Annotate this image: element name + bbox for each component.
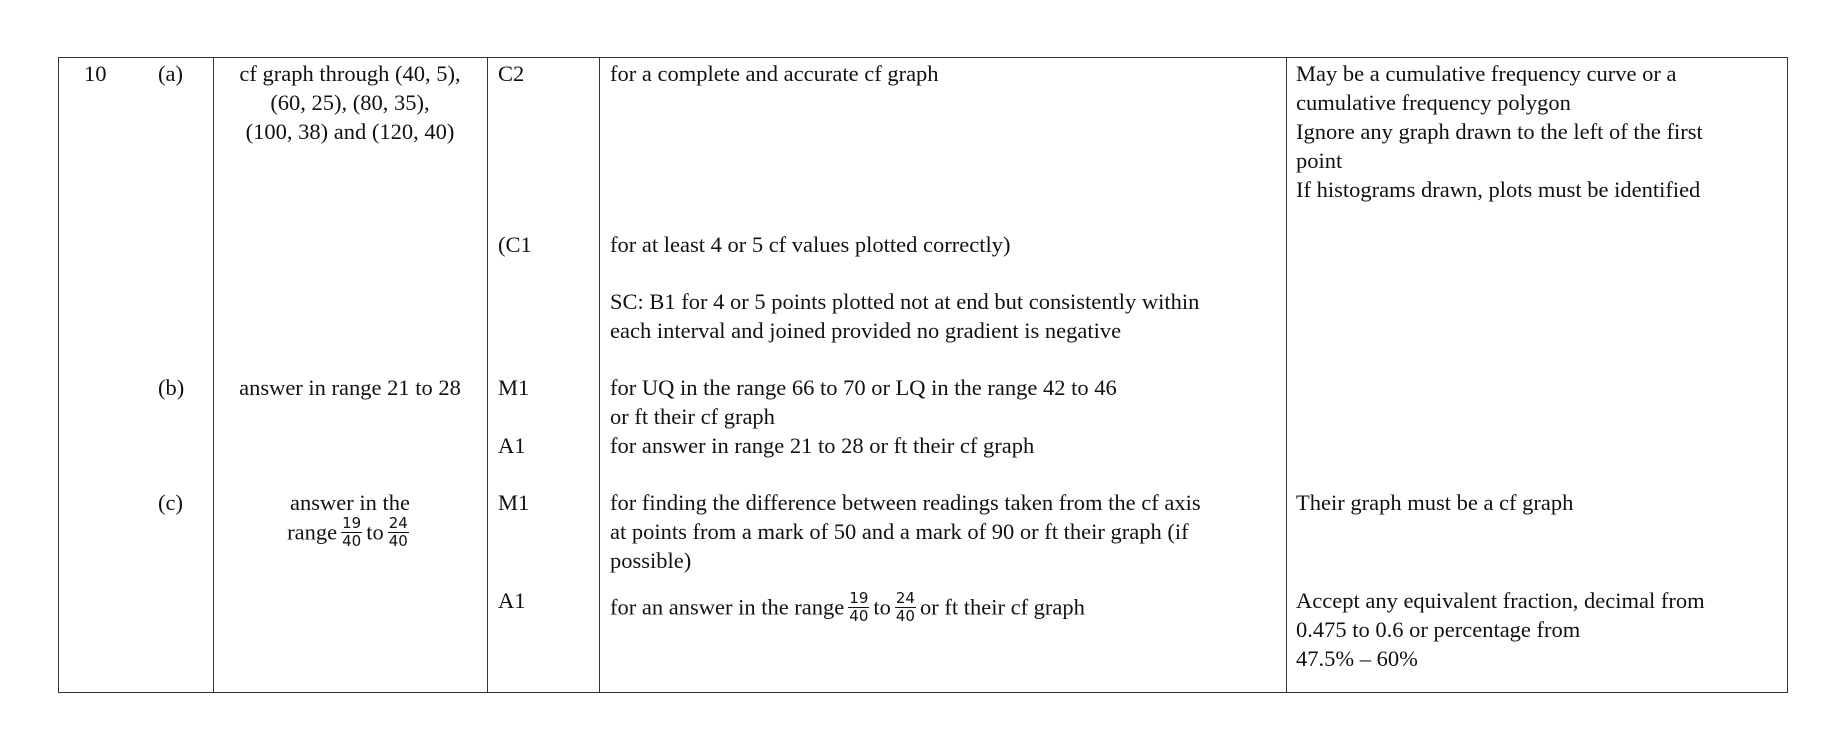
- part-c-a1-guidance: [610, 589, 1085, 627]
- part-c-m1-note: Their graph must be a cf graph: [1296, 490, 1574, 515]
- sc-line: SC: B1 for 4 or 5 points plotted not at end but consistently within: [610, 289, 1200, 314]
- part-a-special-case: [610, 287, 1199, 345]
- question-number: 10: [84, 61, 107, 86]
- part-a-answer-line: (60, 25), (80, 35),: [270, 90, 430, 115]
- guidance-line: for finding the difference between readings taken from the cf axis: [610, 490, 1201, 515]
- sc-line: each interval and joined provided no gradient is negative: [610, 318, 1122, 343]
- fraction-numerator: 24: [895, 589, 915, 607]
- part-a-notes: [1296, 59, 1703, 204]
- part-b-answer: answer in range 21 to 28: [239, 375, 461, 400]
- fraction-high: [388, 515, 409, 550]
- part-c-m1-guidance: [610, 488, 1201, 575]
- part-c-a1-notes: [1296, 586, 1705, 673]
- fraction-denominator: 40: [849, 607, 869, 625]
- part-c-answer-line: answer in the: [290, 490, 410, 515]
- part-b-m1-guidance: [610, 373, 1117, 431]
- guidance-line: possible): [610, 548, 692, 573]
- part-a-answer-line: cf graph through (40, 5),: [239, 61, 461, 86]
- part-b-mark-m1: M1: [498, 375, 530, 400]
- part-b-a1-guidance: for answer in range 21 to 28 or ft their cf graph: [610, 433, 1035, 458]
- to-word: to: [366, 519, 384, 545]
- note-line: May be a cumulative frequency curve or a: [1296, 61, 1677, 86]
- part-a-label: (a): [158, 61, 183, 86]
- part-a-answer-line: (100, 38) and (120, 40): [245, 119, 455, 144]
- range-word: range: [287, 519, 338, 545]
- part-b-label: (b): [158, 375, 185, 400]
- fraction-denominator: 40: [342, 532, 362, 550]
- fraction-denominator: 40: [388, 532, 408, 550]
- column-divider: [599, 58, 600, 692]
- part-c-answer-range: [213, 514, 487, 552]
- note-line: Accept any equivalent fraction, decimal from: [1296, 588, 1705, 613]
- note-line: cumulative frequency polygon: [1296, 90, 1571, 115]
- guidance-line: for UQ in the range 66 to 70 or LQ in the range 42 to 46: [610, 375, 1117, 400]
- note-line: point: [1296, 148, 1343, 173]
- note-line: If histograms drawn, plots must be identified: [1296, 177, 1701, 202]
- part-a-c2-guidance: for a complete and accurate cf graph: [610, 61, 939, 86]
- note-line: 47.5% – 60%: [1296, 646, 1418, 671]
- guidance-line: at points from a mark of 50 and a mark of 90 or ft their graph (if: [610, 519, 1189, 544]
- part-a-mark-c1: (C1: [498, 232, 532, 257]
- part-c-mark-m1: M1: [498, 490, 530, 515]
- part-c-label: (c): [158, 490, 183, 515]
- part-c-answer: [213, 488, 487, 552]
- part-a-answer: [213, 59, 487, 146]
- fraction-low: [341, 515, 362, 550]
- guidance-line: or ft their cf graph: [610, 404, 775, 429]
- column-divider: [487, 58, 488, 692]
- part-a-mark-c2: C2: [498, 61, 525, 86]
- to-word: to: [873, 594, 891, 620]
- column-divider: [1286, 58, 1287, 692]
- guidance-text: for an answer in the range: [610, 594, 845, 620]
- fraction-high: [895, 590, 916, 625]
- guidance-text: or ft their cf graph: [919, 594, 1085, 620]
- part-c-mark-a1: A1: [498, 588, 526, 613]
- fraction-numerator: 19: [849, 589, 869, 607]
- note-line: 0.475 to 0.6 or percentage from: [1296, 617, 1581, 642]
- fraction-numerator: 24: [388, 514, 408, 532]
- part-b-mark-a1: A1: [498, 433, 526, 458]
- part-a-c1-guidance: for at least 4 or 5 cf values plotted correctly): [610, 232, 1011, 257]
- fraction-denominator: 40: [895, 607, 915, 625]
- note-line: Ignore any graph drawn to the left of the first: [1296, 119, 1703, 144]
- fraction-numerator: 19: [342, 514, 362, 532]
- fraction-low: [848, 590, 869, 625]
